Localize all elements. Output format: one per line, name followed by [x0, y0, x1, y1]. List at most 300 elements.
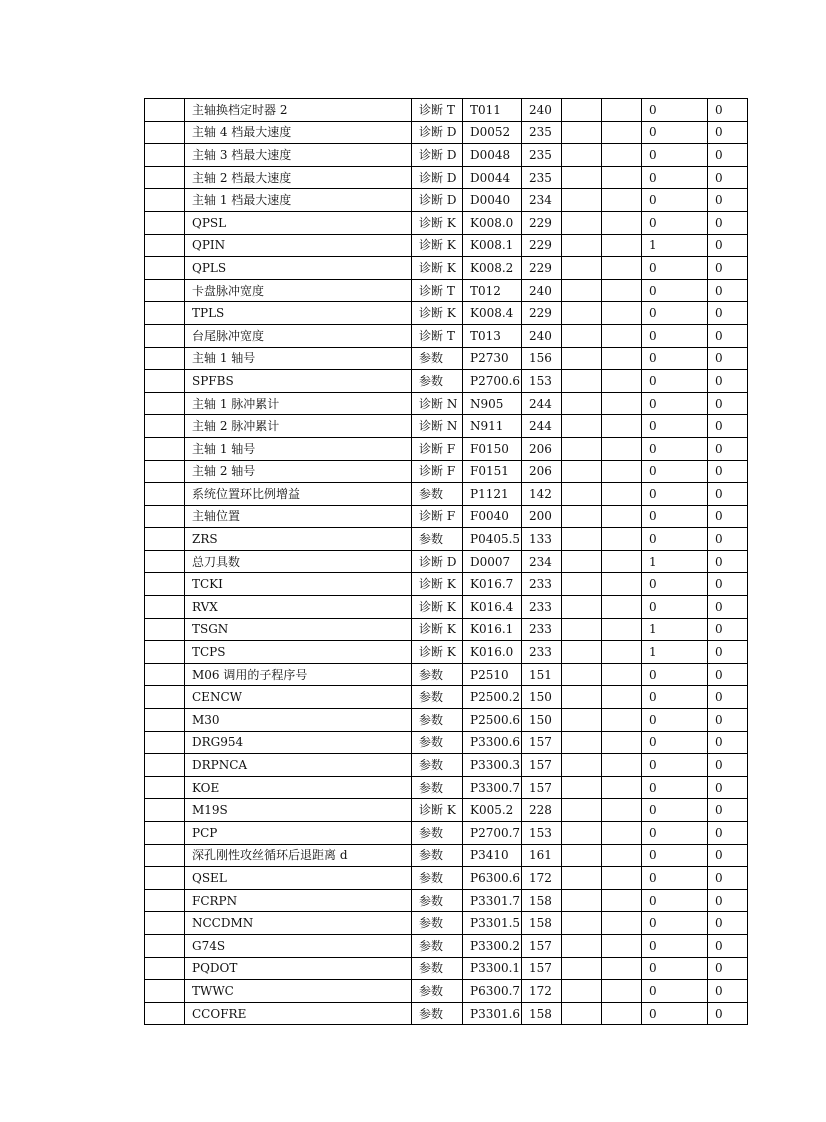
param-type-cell: 参数	[412, 844, 463, 867]
blank-cell	[602, 324, 642, 347]
page-number-cell: 157	[522, 754, 562, 777]
value-cell: 0	[642, 596, 708, 619]
table-row	[145, 392, 748, 415]
blank-cell	[602, 550, 642, 573]
value-cell: 0	[642, 980, 708, 1003]
blank-cell	[145, 234, 185, 257]
param-name-cell: 主轴 1 轴号	[185, 437, 412, 460]
page-number-cell: 133	[522, 528, 562, 551]
blank-cell	[602, 573, 642, 596]
blank-cell	[562, 776, 602, 799]
blank-cell	[145, 528, 185, 551]
blank-cell	[602, 392, 642, 415]
param-type-cell: 诊断 T	[412, 99, 463, 122]
blank-cell	[145, 392, 185, 415]
param-type-cell: 参数	[412, 934, 463, 957]
page-number-cell: 240	[522, 324, 562, 347]
page-number-cell: 157	[522, 957, 562, 980]
blank-cell	[145, 121, 185, 144]
param-name-cell: 主轴 2 档最大速度	[185, 166, 412, 189]
param-name-cell: CCOFRE	[185, 1002, 412, 1025]
parameter-table	[144, 98, 748, 1025]
param-type-cell: 诊断 K	[412, 641, 463, 664]
table-row	[145, 934, 748, 957]
blank-cell	[145, 799, 185, 822]
table-row	[145, 99, 748, 122]
value-cell: 0	[708, 483, 748, 506]
value-cell: 0	[708, 573, 748, 596]
param-address-cell: T013	[463, 324, 522, 347]
param-type-cell: 诊断 K	[412, 234, 463, 257]
blank-cell	[145, 415, 185, 438]
value-cell: 0	[642, 302, 708, 325]
blank-cell	[145, 279, 185, 302]
param-address-cell: K016.4	[463, 596, 522, 619]
blank-cell	[602, 144, 642, 167]
table-row	[145, 189, 748, 212]
value-cell: 0	[642, 166, 708, 189]
param-name-cell: 主轴换档定时器 2	[185, 99, 412, 122]
param-type-cell: 诊断 F	[412, 505, 463, 528]
param-type-cell: 参数	[412, 957, 463, 980]
table-row	[145, 912, 748, 935]
blank-cell	[145, 957, 185, 980]
param-type-cell: 参数	[412, 776, 463, 799]
blank-cell	[145, 754, 185, 777]
param-address-cell: K005.2	[463, 799, 522, 822]
param-type-cell: 诊断 D	[412, 144, 463, 167]
value-cell: 0	[708, 324, 748, 347]
table-row	[145, 731, 748, 754]
table-row	[145, 347, 748, 370]
table-row	[145, 166, 748, 189]
page-number-cell: 158	[522, 889, 562, 912]
blank-cell	[562, 550, 602, 573]
blank-cell	[145, 550, 185, 573]
param-name-cell: G74S	[185, 934, 412, 957]
page-number-cell: 151	[522, 663, 562, 686]
page-number-cell: 158	[522, 1002, 562, 1025]
param-type-cell: 诊断 K	[412, 618, 463, 641]
blank-cell	[562, 980, 602, 1003]
page-number-cell: 206	[522, 460, 562, 483]
blank-cell	[602, 189, 642, 212]
value-cell: 0	[708, 370, 748, 393]
blank-cell	[602, 912, 642, 935]
page-number-cell: 142	[522, 483, 562, 506]
table-row	[145, 437, 748, 460]
blank-cell	[145, 912, 185, 935]
blank-cell	[562, 437, 602, 460]
value-cell: 0	[708, 392, 748, 415]
blank-cell	[145, 844, 185, 867]
param-address-cell: K008.4	[463, 302, 522, 325]
param-address-cell: P3300.6	[463, 731, 522, 754]
blank-cell	[562, 483, 602, 506]
param-name-cell: DRPNCA	[185, 754, 412, 777]
value-cell: 0	[708, 121, 748, 144]
blank-cell	[562, 166, 602, 189]
param-type-cell: 参数	[412, 686, 463, 709]
value-cell: 0	[708, 822, 748, 845]
blank-cell	[602, 641, 642, 664]
param-type-cell: 诊断 K	[412, 211, 463, 234]
blank-cell	[145, 641, 185, 664]
blank-cell	[145, 370, 185, 393]
page-number-cell: 234	[522, 189, 562, 212]
param-name-cell: 主轴 3 档最大速度	[185, 144, 412, 167]
param-address-cell: P3300.3	[463, 754, 522, 777]
param-type-cell: 诊断 T	[412, 324, 463, 347]
param-name-cell: NCCDMN	[185, 912, 412, 935]
param-address-cell: N911	[463, 415, 522, 438]
blank-cell	[562, 302, 602, 325]
value-cell: 0	[708, 189, 748, 212]
blank-cell	[602, 754, 642, 777]
param-address-cell: P6300.7	[463, 980, 522, 1003]
blank-cell	[602, 776, 642, 799]
param-name-cell: QPLS	[185, 257, 412, 280]
page-number-cell: 235	[522, 144, 562, 167]
value-cell: 0	[708, 641, 748, 664]
param-name-cell: RVX	[185, 596, 412, 619]
table-row	[145, 709, 748, 732]
value-cell: 0	[708, 867, 748, 890]
value-cell: 0	[642, 912, 708, 935]
page-number-cell: 172	[522, 867, 562, 890]
value-cell: 0	[642, 754, 708, 777]
param-address-cell: D0040	[463, 189, 522, 212]
value-cell: 0	[708, 844, 748, 867]
table-row	[145, 257, 748, 280]
param-address-cell: P3301.7	[463, 889, 522, 912]
param-address-cell: F0151	[463, 460, 522, 483]
param-type-cell: 诊断 K	[412, 257, 463, 280]
param-address-cell: P2500.6	[463, 709, 522, 732]
value-cell: 0	[642, 189, 708, 212]
table-row	[145, 618, 748, 641]
page-number-cell: 233	[522, 641, 562, 664]
param-address-cell: P6300.6	[463, 867, 522, 890]
param-name-cell: TCPS	[185, 641, 412, 664]
blank-cell	[602, 347, 642, 370]
value-cell: 0	[708, 528, 748, 551]
page-number-cell: 157	[522, 934, 562, 957]
param-address-cell: P3301.5	[463, 912, 522, 935]
blank-cell	[562, 324, 602, 347]
param-type-cell: 诊断 D	[412, 121, 463, 144]
table-row	[145, 867, 748, 890]
blank-cell	[562, 144, 602, 167]
param-name-cell: 主轴 4 档最大速度	[185, 121, 412, 144]
blank-cell	[562, 618, 602, 641]
blank-cell	[562, 912, 602, 935]
param-address-cell: P3301.6	[463, 1002, 522, 1025]
page-number-cell: 153	[522, 370, 562, 393]
table-row	[145, 573, 748, 596]
param-type-cell: 诊断 D	[412, 189, 463, 212]
table-row	[145, 460, 748, 483]
value-cell: 0	[642, 347, 708, 370]
blank-cell	[602, 483, 642, 506]
value-cell: 0	[642, 889, 708, 912]
blank-cell	[145, 347, 185, 370]
value-cell: 0	[708, 754, 748, 777]
value-cell: 0	[642, 279, 708, 302]
param-address-cell: K008.0	[463, 211, 522, 234]
blank-cell	[562, 1002, 602, 1025]
param-type-cell: 参数	[412, 347, 463, 370]
blank-cell	[562, 867, 602, 890]
value-cell: 1	[642, 550, 708, 573]
blank-cell	[562, 754, 602, 777]
value-cell: 0	[708, 234, 748, 257]
value-cell: 0	[642, 686, 708, 709]
param-name-cell: QPSL	[185, 211, 412, 234]
blank-cell	[562, 731, 602, 754]
page-number-cell: 229	[522, 211, 562, 234]
blank-cell	[145, 822, 185, 845]
value-cell: 0	[708, 957, 748, 980]
blank-cell	[562, 189, 602, 212]
param-name-cell: 主轴 2 轴号	[185, 460, 412, 483]
page-number-cell: 233	[522, 573, 562, 596]
param-address-cell: P2700.7	[463, 822, 522, 845]
page-number-cell: 235	[522, 166, 562, 189]
param-name-cell: 深孔刚性攻丝循环后退距离 d	[185, 844, 412, 867]
page-number-cell: 229	[522, 234, 562, 257]
blank-cell	[145, 663, 185, 686]
table-row	[145, 415, 748, 438]
param-address-cell: D0048	[463, 144, 522, 167]
param-name-cell: KOE	[185, 776, 412, 799]
blank-cell	[145, 686, 185, 709]
value-cell: 0	[642, 934, 708, 957]
value-cell: 0	[708, 460, 748, 483]
page-number-cell: 153	[522, 822, 562, 845]
param-address-cell: F0040	[463, 505, 522, 528]
param-address-cell: P2730	[463, 347, 522, 370]
table-row	[145, 844, 748, 867]
table-row	[145, 980, 748, 1003]
param-name-cell: 主轴 1 档最大速度	[185, 189, 412, 212]
table-row	[145, 121, 748, 144]
param-address-cell: T011	[463, 99, 522, 122]
blank-cell	[562, 709, 602, 732]
param-address-cell: P3300.2	[463, 934, 522, 957]
param-name-cell: TSGN	[185, 618, 412, 641]
param-type-cell: 诊断 F	[412, 437, 463, 460]
param-name-cell: M19S	[185, 799, 412, 822]
blank-cell	[562, 234, 602, 257]
param-address-cell: P2500.2	[463, 686, 522, 709]
value-cell: 0	[642, 324, 708, 347]
value-cell: 0	[642, 483, 708, 506]
blank-cell	[145, 776, 185, 799]
blank-cell	[602, 415, 642, 438]
table-row	[145, 957, 748, 980]
param-name-cell: TPLS	[185, 302, 412, 325]
param-name-cell: FCRPN	[185, 889, 412, 912]
param-type-cell: 参数	[412, 754, 463, 777]
blank-cell	[562, 799, 602, 822]
blank-cell	[602, 934, 642, 957]
value-cell: 0	[708, 596, 748, 619]
page-number-cell: 229	[522, 257, 562, 280]
page-number-cell: 161	[522, 844, 562, 867]
param-address-cell: K008.1	[463, 234, 522, 257]
value-cell: 0	[708, 709, 748, 732]
value-cell: 0	[642, 709, 708, 732]
blank-cell	[145, 1002, 185, 1025]
value-cell: 0	[642, 822, 708, 845]
blank-cell	[602, 437, 642, 460]
value-cell: 0	[642, 844, 708, 867]
blank-cell	[602, 370, 642, 393]
blank-cell	[562, 121, 602, 144]
blank-cell	[145, 189, 185, 212]
blank-cell	[602, 980, 642, 1003]
blank-cell	[602, 257, 642, 280]
value-cell: 0	[708, 302, 748, 325]
blank-cell	[562, 934, 602, 957]
value-cell: 0	[642, 731, 708, 754]
blank-cell	[145, 460, 185, 483]
param-type-cell: 诊断 K	[412, 302, 463, 325]
value-cell: 0	[642, 528, 708, 551]
blank-cell	[145, 709, 185, 732]
param-name-cell: 总刀具数	[185, 550, 412, 573]
table-row	[145, 641, 748, 664]
param-name-cell: PCP	[185, 822, 412, 845]
table-row	[145, 144, 748, 167]
blank-cell	[562, 460, 602, 483]
param-type-cell: 参数	[412, 867, 463, 890]
blank-cell	[145, 324, 185, 347]
value-cell: 0	[642, 1002, 708, 1025]
page-number-cell: 244	[522, 415, 562, 438]
value-cell: 0	[642, 370, 708, 393]
page-number-cell: 156	[522, 347, 562, 370]
param-address-cell: N905	[463, 392, 522, 415]
blank-cell	[145, 144, 185, 167]
param-type-cell: 参数	[412, 709, 463, 732]
param-name-cell: M30	[185, 709, 412, 732]
param-name-cell: ZRS	[185, 528, 412, 551]
param-address-cell: K016.1	[463, 618, 522, 641]
table-row	[145, 799, 748, 822]
blank-cell	[602, 121, 642, 144]
blank-cell	[145, 166, 185, 189]
param-name-cell: DRG954	[185, 731, 412, 754]
param-type-cell: 参数	[412, 731, 463, 754]
value-cell: 0	[708, 415, 748, 438]
param-address-cell: P3300.7	[463, 776, 522, 799]
value-cell: 0	[708, 166, 748, 189]
table-body	[145, 99, 748, 1025]
value-cell: 0	[708, 550, 748, 573]
page-number-cell: 240	[522, 279, 562, 302]
value-cell: 0	[708, 731, 748, 754]
blank-cell	[562, 686, 602, 709]
blank-cell	[602, 211, 642, 234]
value-cell: 0	[708, 663, 748, 686]
blank-cell	[145, 437, 185, 460]
blank-cell	[562, 99, 602, 122]
blank-cell	[602, 618, 642, 641]
param-type-cell: 参数	[412, 980, 463, 1003]
page-number-cell: 172	[522, 980, 562, 1003]
blank-cell	[602, 302, 642, 325]
param-name-cell: PQDOT	[185, 957, 412, 980]
param-address-cell: F0150	[463, 437, 522, 460]
value-cell: 0	[708, 437, 748, 460]
table-row	[145, 528, 748, 551]
blank-cell	[602, 686, 642, 709]
value-cell: 0	[642, 867, 708, 890]
table-row	[145, 663, 748, 686]
blank-cell	[602, 799, 642, 822]
blank-cell	[602, 234, 642, 257]
blank-cell	[562, 573, 602, 596]
table-row	[145, 302, 748, 325]
value-cell: 0	[642, 121, 708, 144]
value-cell: 0	[708, 144, 748, 167]
param-type-cell: 诊断 D	[412, 166, 463, 189]
page-number-cell: 244	[522, 392, 562, 415]
table-row	[145, 279, 748, 302]
param-type-cell: 诊断 D	[412, 550, 463, 573]
table-row	[145, 889, 748, 912]
param-type-cell: 参数	[412, 822, 463, 845]
param-name-cell: TCKI	[185, 573, 412, 596]
blank-cell	[562, 392, 602, 415]
blank-cell	[602, 279, 642, 302]
param-type-cell: 参数	[412, 370, 463, 393]
blank-cell	[562, 663, 602, 686]
blank-cell	[145, 257, 185, 280]
value-cell: 0	[642, 505, 708, 528]
table-row	[145, 234, 748, 257]
param-name-cell: 系统位置环比例增益	[185, 483, 412, 506]
blank-cell	[145, 505, 185, 528]
page-number-cell: 234	[522, 550, 562, 573]
blank-cell	[602, 844, 642, 867]
value-cell: 0	[708, 799, 748, 822]
value-cell: 0	[708, 257, 748, 280]
page-number-cell: 206	[522, 437, 562, 460]
value-cell: 0	[642, 776, 708, 799]
blank-cell	[562, 279, 602, 302]
blank-cell	[145, 618, 185, 641]
param-name-cell: QSEL	[185, 867, 412, 890]
blank-cell	[145, 731, 185, 754]
table-row	[145, 505, 748, 528]
blank-cell	[145, 211, 185, 234]
param-address-cell: P3410	[463, 844, 522, 867]
param-name-cell: 主轴位置	[185, 505, 412, 528]
table-row	[145, 686, 748, 709]
param-name-cell: 主轴 1 轴号	[185, 347, 412, 370]
param-type-cell: 参数	[412, 1002, 463, 1025]
param-type-cell: 诊断 F	[412, 460, 463, 483]
blank-cell	[602, 822, 642, 845]
value-cell: 0	[708, 776, 748, 799]
table-row	[145, 324, 748, 347]
page-number-cell: 157	[522, 731, 562, 754]
param-name-cell: 卡盘脉冲宽度	[185, 279, 412, 302]
param-name-cell: SPFBS	[185, 370, 412, 393]
